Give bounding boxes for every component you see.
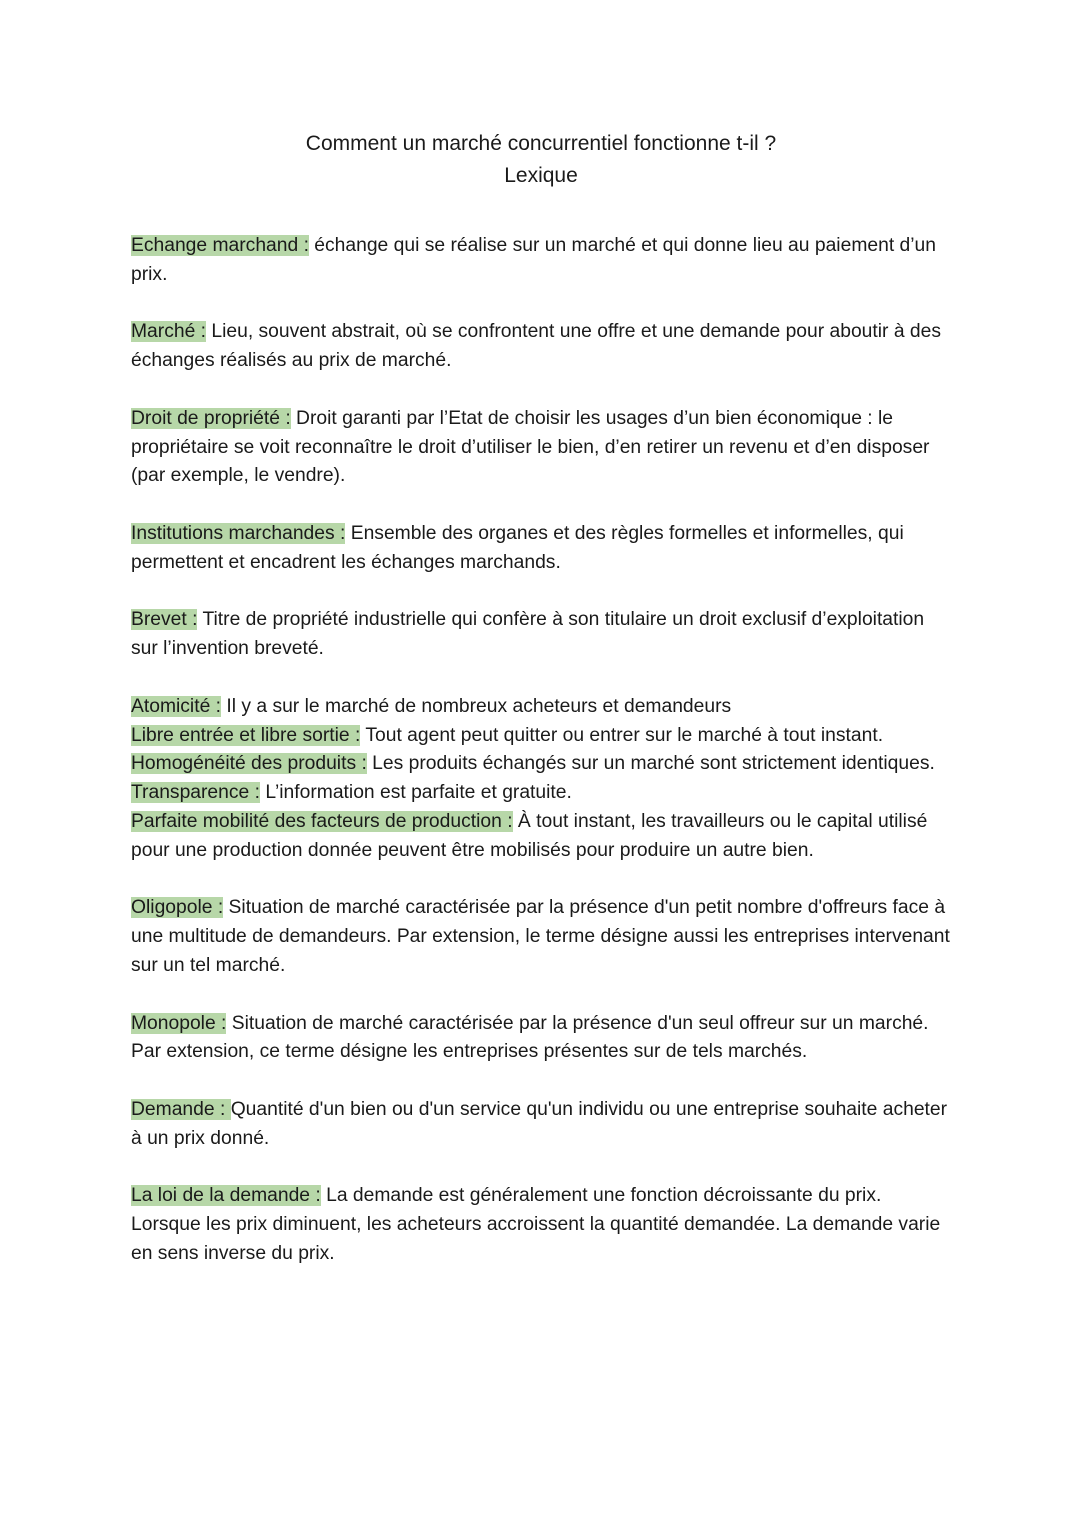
glossary-entry-marche [131,318,951,376]
page-title: Comment un marché concurrentiel fonctionne t-il ? [305,132,777,155]
glossary-term: Parfaite mobilité des facteurs de production : [131,810,513,832]
glossary-definition: Quantité d'un bien ou d'un service qu'un individu ou une entreprise souhaite acheter à un prix donné. [131,1098,948,1149]
glossary-definition: La demande est généralement une fonction décroissante du prix. Lorsque les prix diminuent, les acheteurs accroissent la quantité demandée. La demande varie en sens inverse du prix. [131,1185,941,1264]
glossary-definition: Les produits échangés sur un marché sont strictement identiques. [366,753,935,775]
glossary-term: Homogénéité des produits : [131,753,367,775]
glossary-entry-droit-de-propriete [131,405,951,491]
glossary-entry-oligopole [131,894,951,980]
glossary-entry-transparence [131,779,951,808]
glossary-definition: Situation de marché caractérisée par la présence d'un petit nombre d'offreurs face à une multitude de demandeurs. Par extension, le terme désigne aussi les entreprises intervenant sur un tel marché. [131,897,950,976]
glossary-definition: L’information est parfaite et gratuite. [259,782,572,804]
glossary-term: La loi de la demande : [131,1185,321,1207]
glossary-term: Transparence : [131,782,260,804]
glossary-entry-demande [131,1096,951,1154]
glossary-term: Monopole : [131,1012,227,1034]
glossary-definition: Ensemble des organes et des règles formelles et informelles, qui permettent et encadrent les échanges marchands. [131,522,904,573]
glossary-term: Droit de propriété : [131,407,291,429]
glossary-definition: Tout agent peut quitter ou entrer sur le marché à tout instant. [360,724,884,746]
glossary-entry-homogeneite [131,750,951,779]
glossary-entry-atomicite [131,693,951,722]
glossary-entry-institutions-marchandes [131,520,951,578]
glossary-term: Institutions marchandes : [131,522,346,544]
glossary-term: Echange marchand : [131,235,309,256]
glossary-term: Libre entrée et libre sortie : [131,724,361,746]
glossary-definition: Lieu, souvent abstrait, où se confrontent une offre et une demande pour aboutir à des échanges réalisés au prix de marché. [131,321,941,372]
document-page [131,128,951,1297]
glossary-entry-brevet [131,606,951,664]
glossary-term: Marché : [131,321,207,343]
glossary-entry-monopole [131,1010,951,1068]
glossary-entry-echange-marchand [131,232,951,290]
glossary-definition: Titre de propriété industrielle qui confère à son titulaire un droit exclusif d’exploitation sur l’invention breveté. [131,609,925,660]
glossary-definition: À tout instant, les travailleurs ou le capital utilisé pour une production donnée peuvent être mobilisés pour produire un autre bien. [131,810,928,861]
glossary-term: Atomicité : [131,695,222,717]
glossary-term: Oligopole : [131,897,224,919]
page-subtitle: Lexique [504,164,578,187]
glossary-term: Demande : [131,1098,231,1120]
glossary-term: Brevet : [131,609,198,631]
glossary-entry-libre-entree [131,722,951,751]
glossary-definition: Situation de marché caractérisée par la présence d'un seul offreur sur un marché. Par extension, ce terme désigne les entreprises présentes sur de tels marchés. [131,1012,929,1063]
glossary-entry-mobilite-facteurs [131,808,951,866]
glossary-definition: échange qui se réalise sur un marché et qui donne lieu au paiement d’un prix. [131,235,936,285]
glossary-entry-loi-de-la-demande [131,1182,951,1268]
glossary-definition: Il y a sur le marché de nombreux acheteurs et demandeurs [221,695,732,717]
glossary-definition: Droit garanti par l’Etat de choisir les usages d’un bien économique : le propriétaire se voit reconnaître le droit d’utiliser le bien, d’en retirer un revenu et d’en disposer (par exemple, le vendre). [131,407,930,487]
